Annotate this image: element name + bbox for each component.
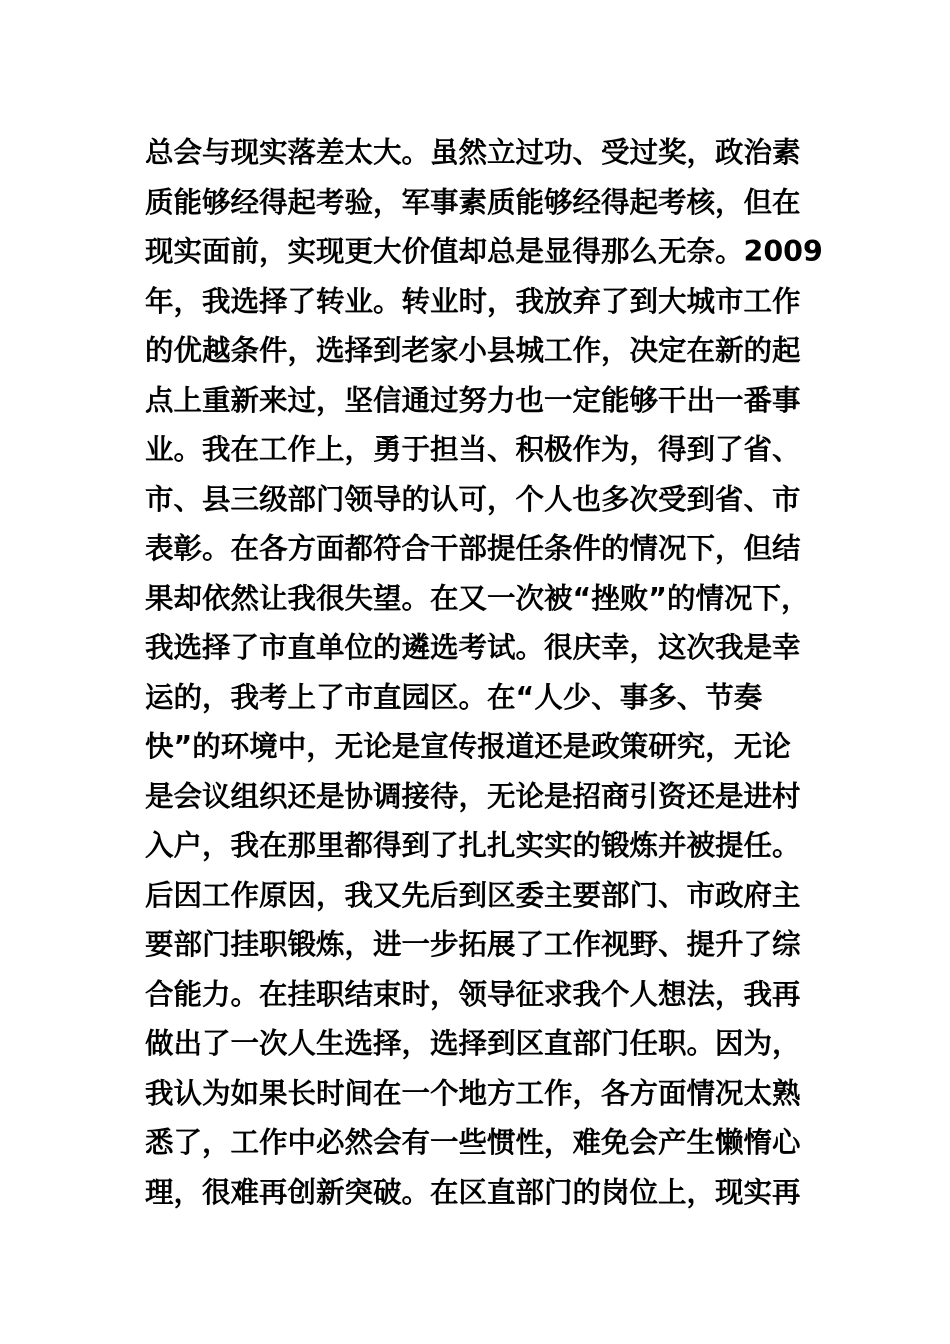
text-line: 市、县三级部门领导的认可，个人也多次受到省、市: [145, 482, 801, 516]
text-line: 年，我选择了转业。转业时，我放弃了到大城市工作: [145, 284, 801, 318]
text-line: 总会与现实落差太大。虽然立过功、受过奖，政治素: [145, 136, 801, 169]
text-line: 理，很难再创新突破。在区直部门的岗位上，现实再: [145, 1175, 801, 1209]
text-line: 后因工作原因，我又先后到区委主要部门、市政府主: [145, 878, 801, 912]
text-line: 悉了，工作中必然会有一些惯性，难免会产生懒惰心: [145, 1126, 801, 1159]
text-line: 入户，我在那里都得到了扎扎实实的锻炼并被提任。: [145, 829, 801, 862]
text-line: 现实面前，实现更大价值却总是显得那么无奈。2009: [145, 235, 823, 268]
text-line: 合能力。在挂职结束时，领导征求我个人想法，我再: [145, 977, 801, 1011]
text-line: 我选择了市直单位的遴选考试。很庆幸，这次我是幸: [145, 631, 801, 664]
text-line: 要部门挂职锻炼，进一步拓展了工作视野、提升了综: [145, 928, 801, 961]
text-line: 点上重新来过，坚信通过努力也一定能够干出一番事: [145, 383, 801, 417]
text-line: 的优越条件，选择到老家小县城工作，决定在新的起: [145, 334, 801, 367]
text-line: 业。我在工作上，勇于担当、积极作为，得到了省、: [145, 433, 801, 466]
text-line: 我认为如果长时间在一个地方工作，各方面情况太熟: [145, 1076, 801, 1110]
text-line: 是会议组织还是协调接待，无论是招商引资还是进村: [145, 779, 801, 813]
body-text: [145, 128, 825, 1217]
text-line: 运的，我考上了市直园区。在“人少、事多、节奏: [145, 680, 763, 714]
text-line: 做出了一次人生选择，选择到区直部门任职。因为，: [145, 1027, 801, 1060]
text-line: 质能够经得起考验，军事素质能够经得起考核，但在: [145, 185, 801, 219]
text-line: 果却依然让我很失望。在又一次被“挫败”的情况下，: [145, 581, 810, 615]
text-line: 表彰。在各方面都符合干部提任条件的情况下，但结: [145, 532, 801, 565]
text-line: 快”的环境中，无论是宣传报道还是政策研究，无论: [145, 730, 791, 763]
